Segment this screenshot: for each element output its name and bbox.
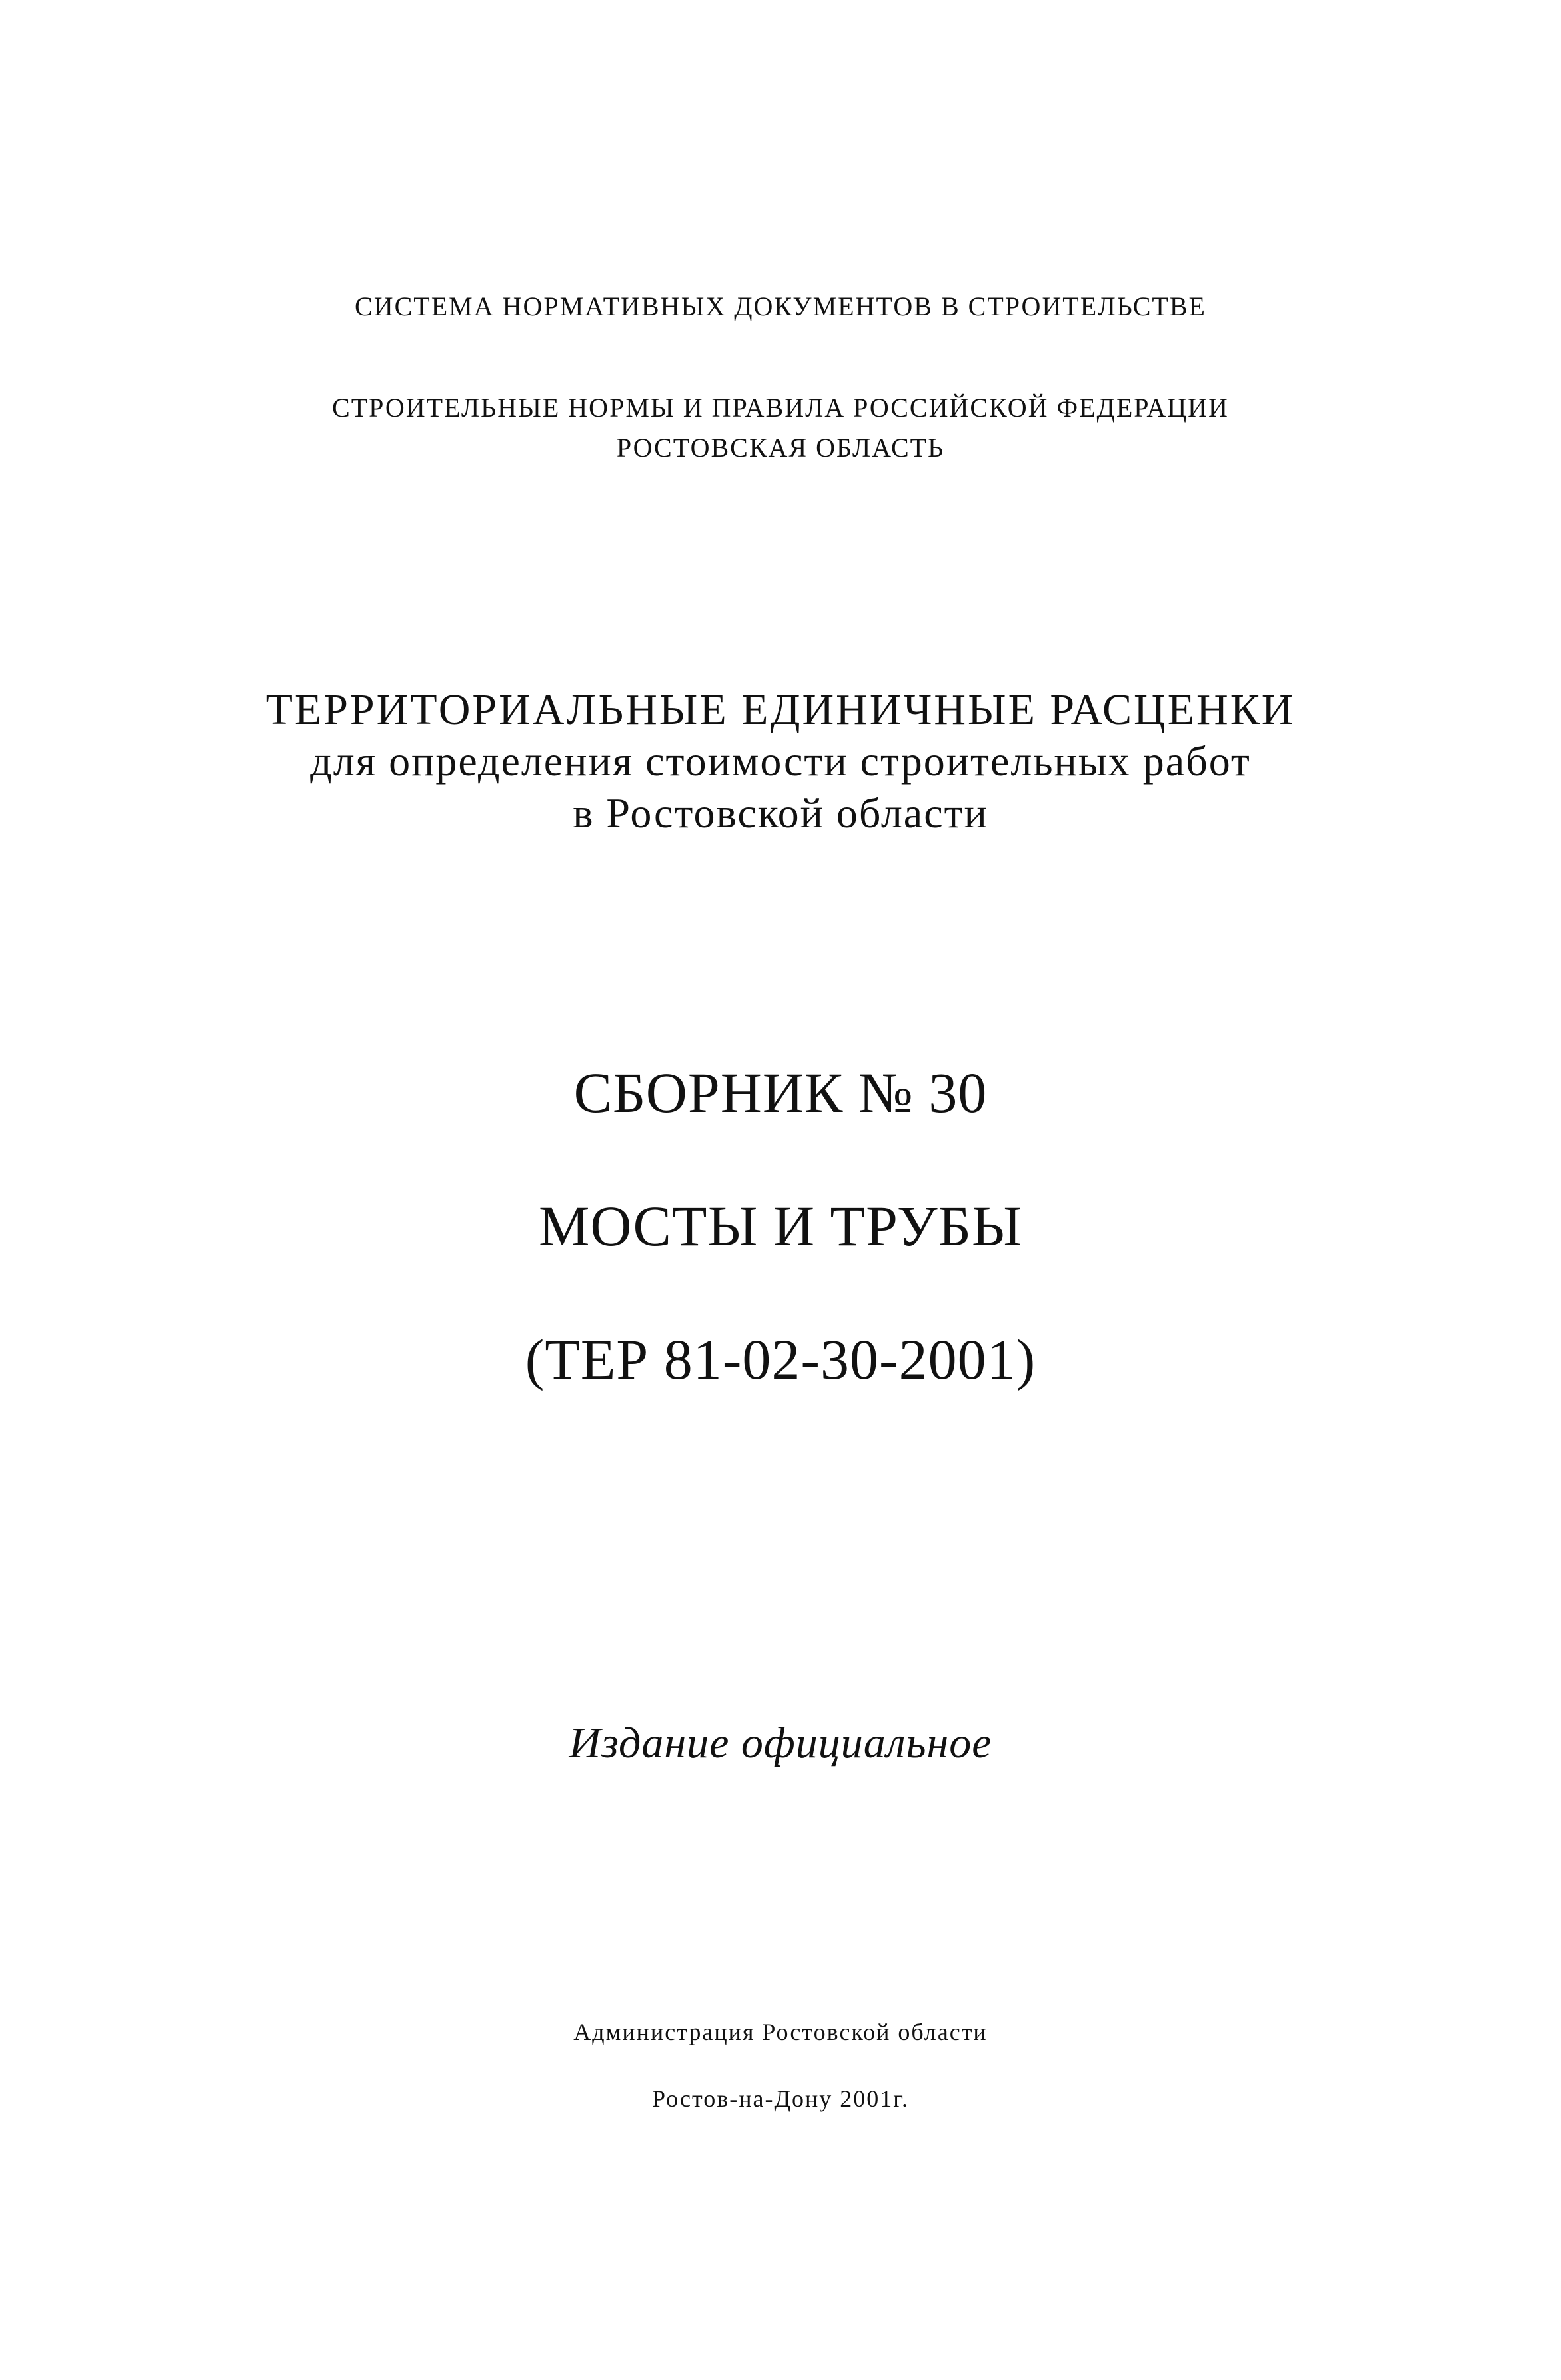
topic-title: МОСТЫ И ТРУБЫ [538,1194,1023,1258]
system-line: СИСТЕМА НОРМАТИВНЫХ ДОКУМЕНТОВ В СТРОИТЕЛЬСТВЕ [355,291,1206,321]
document-code: (ТЕР 81-02-30-2001) [525,1327,1036,1391]
edition-label: Издание официальное [569,1719,992,1767]
region-line: РОСТОВСКАЯ ОБЛАСТЬ [616,433,945,463]
collection-title: СБОРНИК № 30 [573,1061,988,1125]
publisher-line: Администрация Ростовской области [573,2019,988,2045]
main-heading: ТЕРРИТОРИАЛЬНЫЕ ЕДИНИЧНЫЕ РАСЦЕНКИ [265,685,1296,734]
subheading-line-1: для определения стоимости строительных работ [310,737,1251,785]
subheading-line-2: в Ростовской области [573,789,988,837]
norms-line: СТРОИТЕЛЬНЫЕ НОРМЫ И ПРАВИЛА РОССИЙСКОЙ ФЕДЕРАЦИИ [332,393,1229,423]
place-year-line: Ростов-на-Дону 2001г. [651,2085,909,2112]
